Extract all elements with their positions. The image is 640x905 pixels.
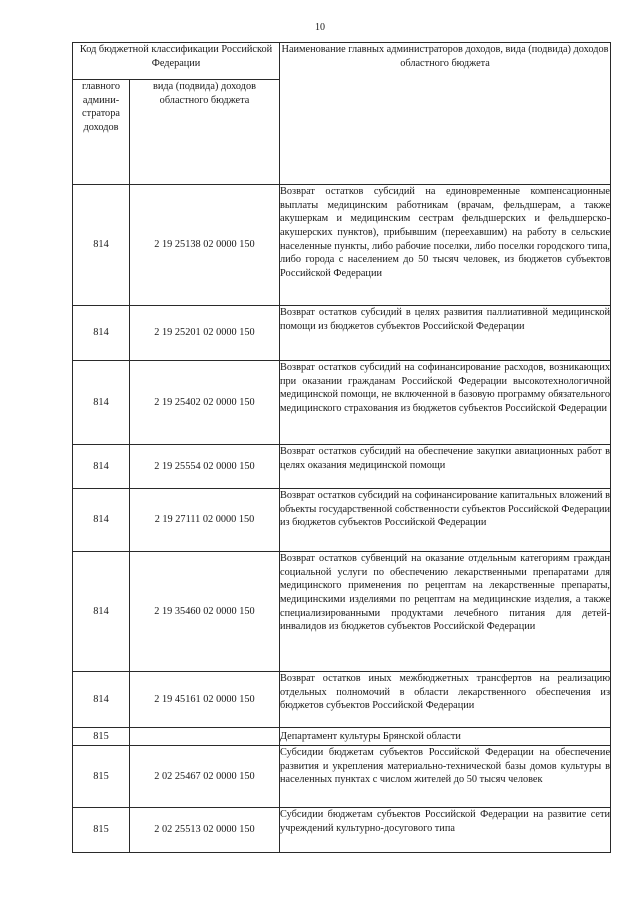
table-row bbox=[73, 808, 611, 853]
header-income-kind: вида (подвида) доходов областного бюджета bbox=[130, 80, 280, 185]
admin-code-cell: 815 bbox=[73, 746, 130, 808]
description-cell: Возврат остатков иных межбюджетных трансфертов на реализацию отдельных полномочий в области лекарственного обеспечения из бюджетов субъектов Российской Федерации bbox=[280, 672, 611, 728]
table-row bbox=[73, 361, 611, 445]
admin-code-cell: 814 bbox=[73, 489, 130, 552]
income-code-cell: 2 19 35460 02 0000 150 bbox=[130, 552, 280, 672]
income-code-cell bbox=[130, 728, 280, 746]
description-cell: Возврат остатков субсидий на софинансирование расходов, возникающих при оказании гражданам Российской Федерации высокотехнологичной медицинской помощи, не включенной в базовую программу обязательного медицинского страхования из бюджетов субъектов Российской Федерации bbox=[280, 361, 611, 445]
income-code-cell: 2 02 25467 02 0000 150 bbox=[130, 746, 280, 808]
income-code-cell: 2 19 25402 02 0000 150 bbox=[130, 361, 280, 445]
department-row bbox=[73, 728, 611, 746]
income-code-cell: 2 02 25513 02 0000 150 bbox=[130, 808, 280, 853]
description-cell: Возврат остатков субсидий на софинансирование капитальных вложений в объекты государственной собственности субъектов Российской Федерации из бюджетов субъектов Российской Федерации bbox=[280, 489, 611, 552]
table-row bbox=[73, 306, 611, 361]
budget-classification-table bbox=[72, 42, 611, 853]
admin-code-cell: 814 bbox=[73, 672, 130, 728]
description-cell: Субсидии бюджетам субъектов Российской Федерации на обеспечение развития и укрепления материально-технической базы домов культуры в населенных пунктах с числом жителей до 50 тысяч человек bbox=[280, 746, 611, 808]
table-row bbox=[73, 445, 611, 489]
description-cell: Возврат остатков субсидий на обеспечение закупки авиационных работ в целях оказания медицинской помощи bbox=[280, 445, 611, 489]
admin-code-cell: 814 bbox=[73, 361, 130, 445]
income-code-cell: 2 19 25201 02 0000 150 bbox=[130, 306, 280, 361]
table-row bbox=[73, 552, 611, 672]
admin-code-cell: 814 bbox=[73, 445, 130, 489]
header-administrator-name: Наименование главных администраторов доходов, вида (подвида) доходов областного бюджета bbox=[280, 43, 611, 185]
admin-code-cell: 814 bbox=[73, 552, 130, 672]
description-cell: Возврат остатков субсидий на единовременные компенсационные выплаты медицинским работникам (врачам, фельдшерам, а также акушеркам и медицинским сестрам фельдшерских и фельдшерско-акушерских пунктов), прибывшим (переехавшим) на работу в сельские населенные пункты, либо рабочие поселки, либо поселки городского типа, либо города с населением до 50 тысяч человек, из бюджетов субъектов Российской Федерации bbox=[280, 185, 611, 306]
page-number: 10 bbox=[315, 22, 325, 33]
table-row bbox=[73, 746, 611, 808]
income-code-cell: 2 19 45161 02 0000 150 bbox=[130, 672, 280, 728]
header-classification-code: Код бюджетной классификации Российской Федерации bbox=[73, 43, 280, 80]
admin-code-cell: 814 bbox=[73, 185, 130, 306]
table-header-row bbox=[73, 43, 611, 80]
description-cell: Возврат остатков субвенций на оказание отдельным категориям граждан социальной услуги по обеспечению лекарственными препаратами для медицинского применения по рецептам на лекарственные препараты, медицинскими изделиями по рецептам на медицинские изделия, а также специализированными продуктами лечебного питания для детей-инвалидов из бюджетов субъектов Российской Федерации bbox=[280, 552, 611, 672]
table-row bbox=[73, 185, 611, 306]
admin-code-cell: 815 bbox=[73, 728, 130, 746]
description-cell: Субсидии бюджетам субъектов Российской Федерации на развитие сети учреждений культурно-досугового типа bbox=[280, 808, 611, 853]
table-row bbox=[73, 489, 611, 552]
income-code-cell: 2 19 27111 02 0000 150 bbox=[130, 489, 280, 552]
table-row bbox=[73, 672, 611, 728]
department-name-cell: Департамент культуры Брянской области bbox=[280, 728, 611, 746]
description-cell: Возврат остатков субсидий в целях развития паллиативной медицинской помощи из бюджетов субъектов Российской Федерации bbox=[280, 306, 611, 361]
admin-code-cell: 814 bbox=[73, 306, 130, 361]
income-code-cell: 2 19 25138 02 0000 150 bbox=[130, 185, 280, 306]
income-code-cell: 2 19 25554 02 0000 150 bbox=[130, 445, 280, 489]
admin-code-cell: 815 bbox=[73, 808, 130, 853]
header-main-administrator: главного админи-стратора доходов bbox=[73, 80, 130, 185]
